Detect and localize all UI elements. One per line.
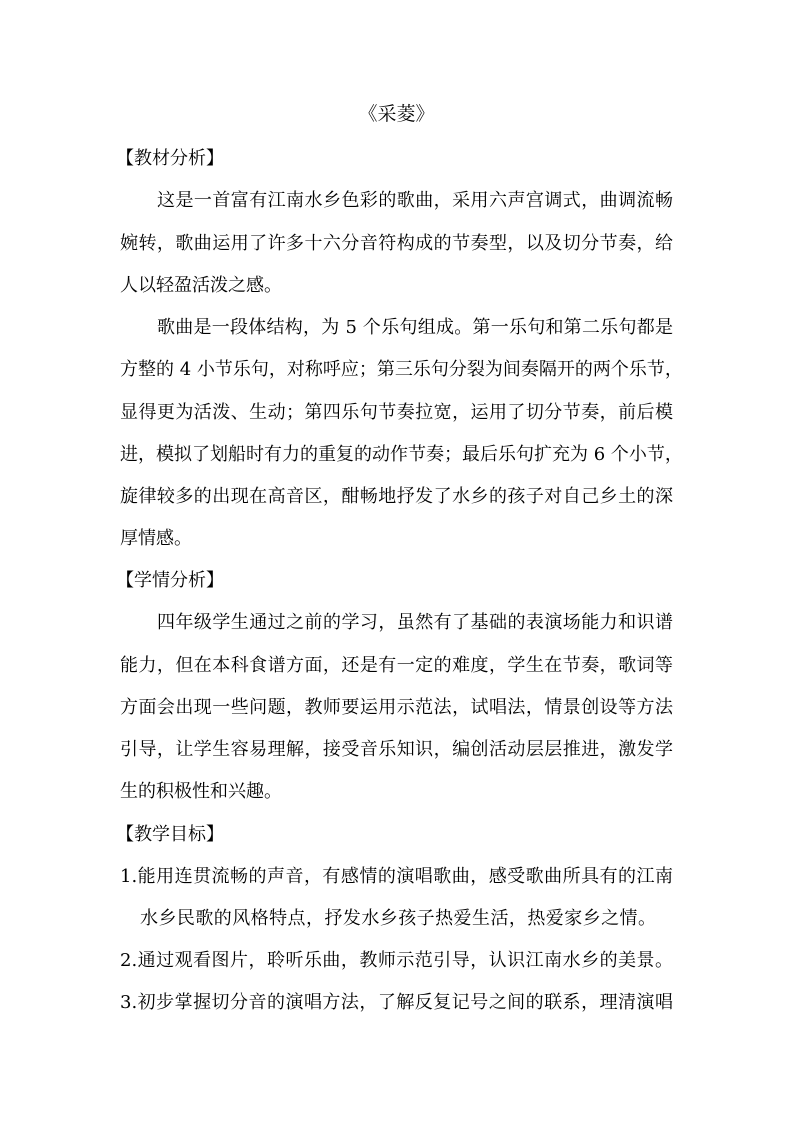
paragraph-line: 生的积极性和兴趣。	[120, 781, 282, 802]
paragraph-line: 旋律较多的出现在高音区，酣畅地抒发了水乡的孩子对自己乡土的深	[120, 486, 673, 507]
paragraph-line: 四年级学生通过之前的学习，虽然有了基础的表演场能力和识谱	[157, 612, 673, 633]
goal-item-line: 3.初步掌握切分音的演唱方法，了解反复记号之间的联系，理清演唱	[120, 992, 673, 1013]
goal-item-line: 1.能用连贯流畅的声音，有感情的演唱歌曲，感受歌曲所具有的江南	[120, 866, 673, 887]
goal-item-line: 水乡民歌的风格特点，抒发水乡孩子热爱生活，热爱家乡之情。	[140, 908, 656, 929]
paragraph-line: 婉转，歌曲运用了许多十六分音符构成的节奏型，以及切分节奏，给	[120, 233, 673, 254]
paragraph-line: 进，模拟了划船时有力的重复的动作节奏；最后乐句扩充为 6 个小节，	[120, 444, 683, 465]
goal-item-line: 2.通过观看图片，聆听乐曲，教师示范引导，认识江南水乡的美景。	[120, 950, 673, 971]
paragraph-line: 这是一首富有江南水乡色彩的歌曲，采用六声宫调式，曲调流畅	[157, 190, 673, 211]
paragraph-line: 方面会出现一些问题，教师要运用示范法，试唱法，情景创设等方法	[120, 697, 673, 718]
paragraph-line: 人以轻盈活泼之感。	[120, 275, 282, 296]
section-heading-learner-analysis: 【学情分析】	[116, 570, 224, 591]
paragraph-line: 歌曲是一段体结构，为 5 个乐句组成。第一乐句和第二乐句都是	[157, 317, 673, 338]
paragraph-line: 能力，但在本科食谱方面，还是有一定的难度，学生在节奏，歌词等	[120, 655, 673, 676]
paragraph-line: 引导，让学生容易理解，接受音乐知识，编创活动层层推进，激发学	[120, 739, 673, 760]
paragraph-line: 方整的 4 小节乐句，对称呼应；第三乐句分裂为间奏隔开的两个乐节，	[120, 359, 683, 380]
section-heading-teaching-goals: 【教学目标】	[116, 824, 224, 845]
paragraph-line: 厚情感。	[120, 528, 192, 549]
section-heading-textbook-analysis: 【教材分析】	[116, 148, 224, 169]
paragraph-line: 显得更为活泼、生动；第四乐句节奏拉宽，运用了切分节奏，前后模	[120, 402, 673, 423]
document-title: 《采菱》	[358, 103, 435, 125]
